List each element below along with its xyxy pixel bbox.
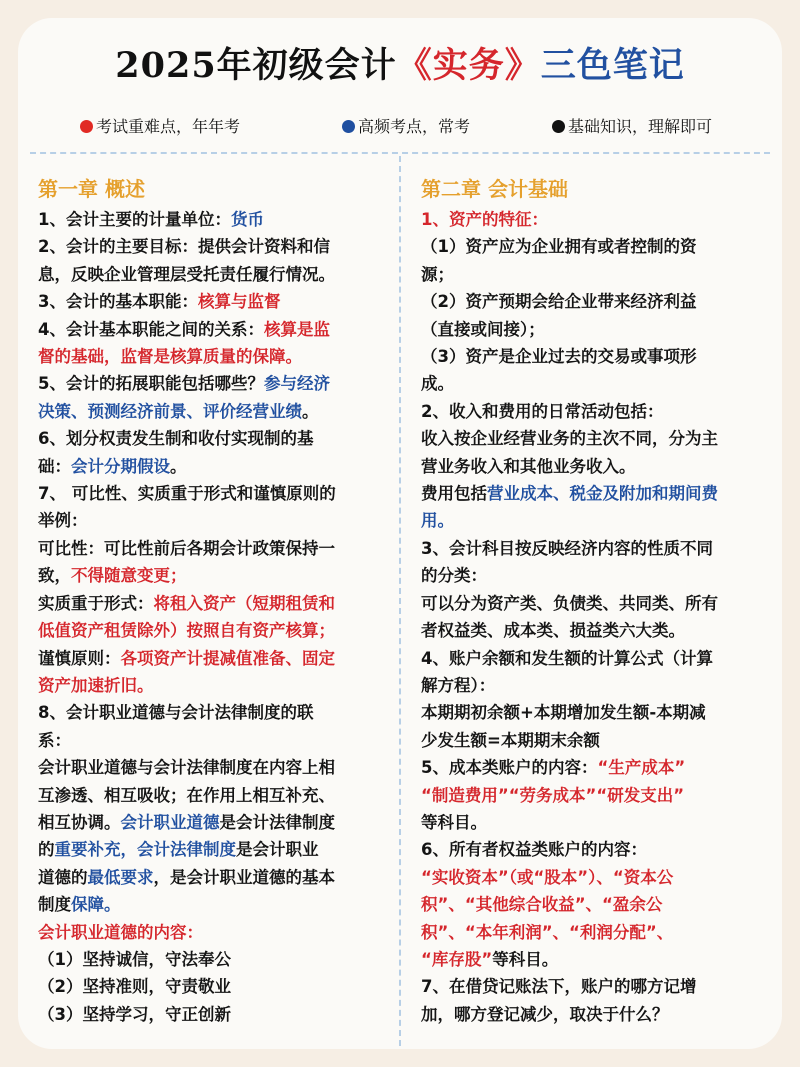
note-text: 举例： [38, 511, 88, 531]
note-text: 5、会计的拓展职能包括哪些？ [38, 374, 264, 394]
note-line [421, 590, 764, 617]
note-text: 互渗透、相互吸收；在作用上相互补充、 [38, 785, 335, 805]
note-text: 用。 [421, 511, 454, 531]
note-line [38, 206, 384, 233]
note-text: 营业务收入和其他业务收入。 [421, 456, 636, 476]
note-text: 的分类： [421, 566, 487, 586]
black-dot-icon [552, 120, 565, 133]
note-line [421, 1001, 764, 1028]
note-text: 少发生额=本期期末余额 [421, 730, 600, 750]
note-text: （1）坚持诚信，守法奉公 [38, 949, 231, 969]
note-line [38, 699, 384, 726]
note-line [38, 809, 384, 836]
note-text: 将租入资产（短期租赁和 [153, 593, 335, 613]
title-year: 2025年初级会计 [115, 45, 397, 86]
legend-red [80, 114, 240, 137]
note-line [38, 535, 384, 562]
note-text: 者权益类、成本类、损益类六大类。 [421, 621, 685, 641]
legend-blue-label: 高频考点，常考 [358, 117, 471, 136]
note-text: 低值资产租赁除外）按照自有资产核算； [38, 621, 335, 641]
note-text: （2）资产预期会给企业带来经济利益 [421, 292, 697, 312]
note-text: 2、收入和费用的日常活动包括： [421, 401, 664, 421]
note-text: 础： [38, 456, 71, 476]
note-text: （直接或间接）； [421, 319, 545, 339]
note-line [421, 836, 764, 863]
chapter-2-lines [421, 206, 764, 1028]
note-line [38, 617, 384, 644]
chapter-2-column [421, 176, 764, 1028]
note-text: 会计分期假设 [71, 456, 170, 476]
note-text: 会计职业道德 [120, 812, 220, 832]
blue-dot-icon [342, 120, 355, 133]
note-text: 货币 [230, 210, 264, 229]
note-line [38, 425, 384, 452]
note-line [421, 562, 764, 589]
note-text: 最低要求 [87, 867, 154, 887]
note-text: 6、所有者权益类账户的内容： [421, 840, 647, 860]
note-line [421, 617, 764, 644]
note-text: （3）资产是企业过去的交易或事项形 [421, 347, 697, 367]
note-line [421, 782, 764, 809]
note-text: 相互协调。 [38, 812, 121, 832]
chapter-1-column [38, 176, 384, 1028]
note-line [421, 453, 764, 480]
note-text: 道德的 [38, 867, 88, 887]
note-text: 7、在借贷记账法下，账户的哪方记增 [421, 977, 697, 997]
note-line [421, 507, 764, 534]
note-line [38, 343, 384, 370]
note-text: 参与经济 [263, 374, 330, 394]
note-text: 源； [421, 264, 454, 284]
note-line [38, 754, 384, 781]
note-line [421, 727, 764, 754]
note-line [421, 480, 764, 507]
header-divider [30, 152, 770, 154]
note-text: ，是会计职业道德的基本 [153, 867, 335, 887]
note-text: 等科目。 [492, 949, 559, 969]
note-text: 1、会计主要的计量单位： [38, 210, 231, 229]
note-line [38, 973, 384, 1000]
note-line [421, 645, 764, 672]
note-text: 5、成本类账户的内容： [421, 758, 598, 778]
note-text: 息，反映企业管理层受托责任履行情况。 [38, 264, 335, 284]
note-text: 的 [38, 840, 55, 860]
note-line [38, 590, 384, 617]
note-line [421, 919, 764, 946]
note-text: 可比性：可比性前后各期会计政策保持一 [38, 538, 335, 558]
note-text: 4、会计基本职能之间的关系： [38, 319, 264, 339]
note-line [38, 645, 384, 672]
note-text: 实质重于形式： [38, 593, 154, 613]
note-line [38, 562, 384, 589]
red-dot-icon [80, 120, 93, 133]
note-text: 致， [38, 566, 71, 586]
note-text: 6、划分权责发生制和收付实现制的基 [38, 429, 314, 449]
note-line [421, 864, 764, 891]
note-line [38, 836, 384, 863]
note-line [38, 453, 384, 480]
note-line [421, 535, 764, 562]
note-text: 积”、“其他综合收益”、“盈余公 [421, 895, 663, 915]
note-line [421, 425, 764, 452]
note-text: 3、会计的基本职能： [38, 292, 198, 312]
legend-red-label: 考试重难点，年年考 [96, 117, 241, 136]
note-text: “实收资本”（或“股本”）、“资本公 [421, 867, 674, 887]
note-line [421, 699, 764, 726]
note-line [38, 727, 384, 754]
note-line [421, 946, 764, 973]
note-line [38, 398, 384, 425]
note-text: 费用包括 [421, 484, 487, 504]
note-text: “库存股” [421, 949, 493, 969]
note-text: “制造费用”“劳务成本”“研发支出” [421, 785, 685, 805]
note-text: 决策、预测经济前景、评价经营业绩 [38, 401, 302, 421]
note-text: 会计职业道德的内容： [38, 922, 203, 942]
note-line [421, 288, 764, 315]
note-text: 本期期初余额+本期增加发生额-本期减 [421, 703, 706, 723]
note-text: 8、会计职业道德与会计法律制度的联 [38, 703, 314, 723]
note-text: 谨慎原则： [38, 648, 121, 668]
chapter-2-heading: 第二章 会计基础 [421, 177, 568, 201]
note-line [38, 288, 384, 315]
note-text: 制度 [38, 895, 71, 915]
note-line [38, 261, 384, 288]
note-text: 可以分为资产类、负债类、共同类、所有 [421, 593, 718, 613]
note-text: 系： [38, 730, 71, 750]
note-text: 保障。 [71, 895, 121, 915]
note-text: 核算是监 [263, 319, 330, 339]
note-text: （2）坚持准则，守责敬业 [38, 977, 231, 997]
note-text: 解方程）： [421, 675, 496, 695]
note-text: 2、会计的主要目标：提供会计资料和信 [38, 237, 330, 257]
note-line [421, 343, 764, 370]
legend-black [552, 114, 712, 137]
note-text: 会计职业道德与会计法律制度在内容上相 [38, 758, 335, 778]
note-text: 。 [170, 456, 187, 476]
note-line [421, 672, 764, 699]
note-text: 是会计职业 [236, 840, 319, 860]
chapter-1-lines [38, 206, 384, 1028]
note-line [38, 864, 384, 891]
note-text: 加，哪方登记减少，取决于什么？ [421, 1004, 669, 1024]
note-line [38, 672, 384, 699]
note-text: 积”、“本年利润”、“利润分配”、 [421, 922, 674, 942]
note-line [421, 316, 764, 343]
note-text: 各项资产计提减值准备、固定 [120, 648, 335, 668]
note-line [421, 754, 764, 781]
note-text: 1、资产的特征： [421, 210, 548, 229]
note-text: 不得随意变更； [71, 566, 187, 586]
note-line [421, 973, 764, 1000]
legend-blue [342, 114, 470, 137]
title-suffix: 三色笔记 [540, 45, 685, 86]
note-text: 营业成本、税金及附加和期间费 [487, 484, 718, 504]
note-line [38, 480, 384, 507]
note-line [421, 809, 764, 836]
note-text: （1）资产应为企业拥有或者控制的资 [421, 237, 697, 257]
title-book: 《实务》 [396, 45, 541, 86]
note-text: 收入按企业经营业务的主次不同，分为主 [421, 429, 718, 449]
note-line [38, 507, 384, 534]
note-text: 重要补充，会计法律制度 [54, 840, 236, 860]
note-line [38, 1001, 384, 1028]
note-line [421, 891, 764, 918]
note-text: 4、账户余额和发生额的计算公式（计算 [421, 648, 713, 668]
note-line [421, 233, 764, 260]
note-line [421, 398, 764, 425]
legend-black-label: 基础知识，理解即可 [568, 117, 713, 136]
note-line [38, 891, 384, 918]
note-line [38, 370, 384, 397]
chapter-1-heading: 第一章 概述 [38, 177, 145, 201]
note-text: 7、 可比性、实质重于形式和谨慎原则的 [38, 484, 336, 504]
note-line [38, 316, 384, 343]
note-text: 是会计法律制度 [219, 812, 335, 832]
note-text: （3）坚持学习，守正创新 [38, 1004, 231, 1024]
note-line [38, 233, 384, 260]
note-line [421, 261, 764, 288]
column-divider [399, 156, 401, 1046]
note-text: 等科目。 [421, 812, 487, 832]
note-text: 3、会计科目按反映经济内容的性质不同 [421, 538, 713, 558]
note-text: 督的基础，监督是核算质量的保障。 [38, 347, 302, 367]
note-line [38, 946, 384, 973]
note-text: 。 [302, 401, 319, 421]
note-text: 成。 [421, 374, 454, 394]
page-title [0, 38, 800, 88]
note-line [38, 919, 384, 946]
note-line [38, 782, 384, 809]
note-text: “生产成本” [597, 758, 686, 778]
note-line [421, 206, 764, 233]
note-line [421, 370, 764, 397]
note-text: 资产加速折旧。 [38, 675, 154, 695]
note-text: 核算与监督 [197, 292, 281, 312]
